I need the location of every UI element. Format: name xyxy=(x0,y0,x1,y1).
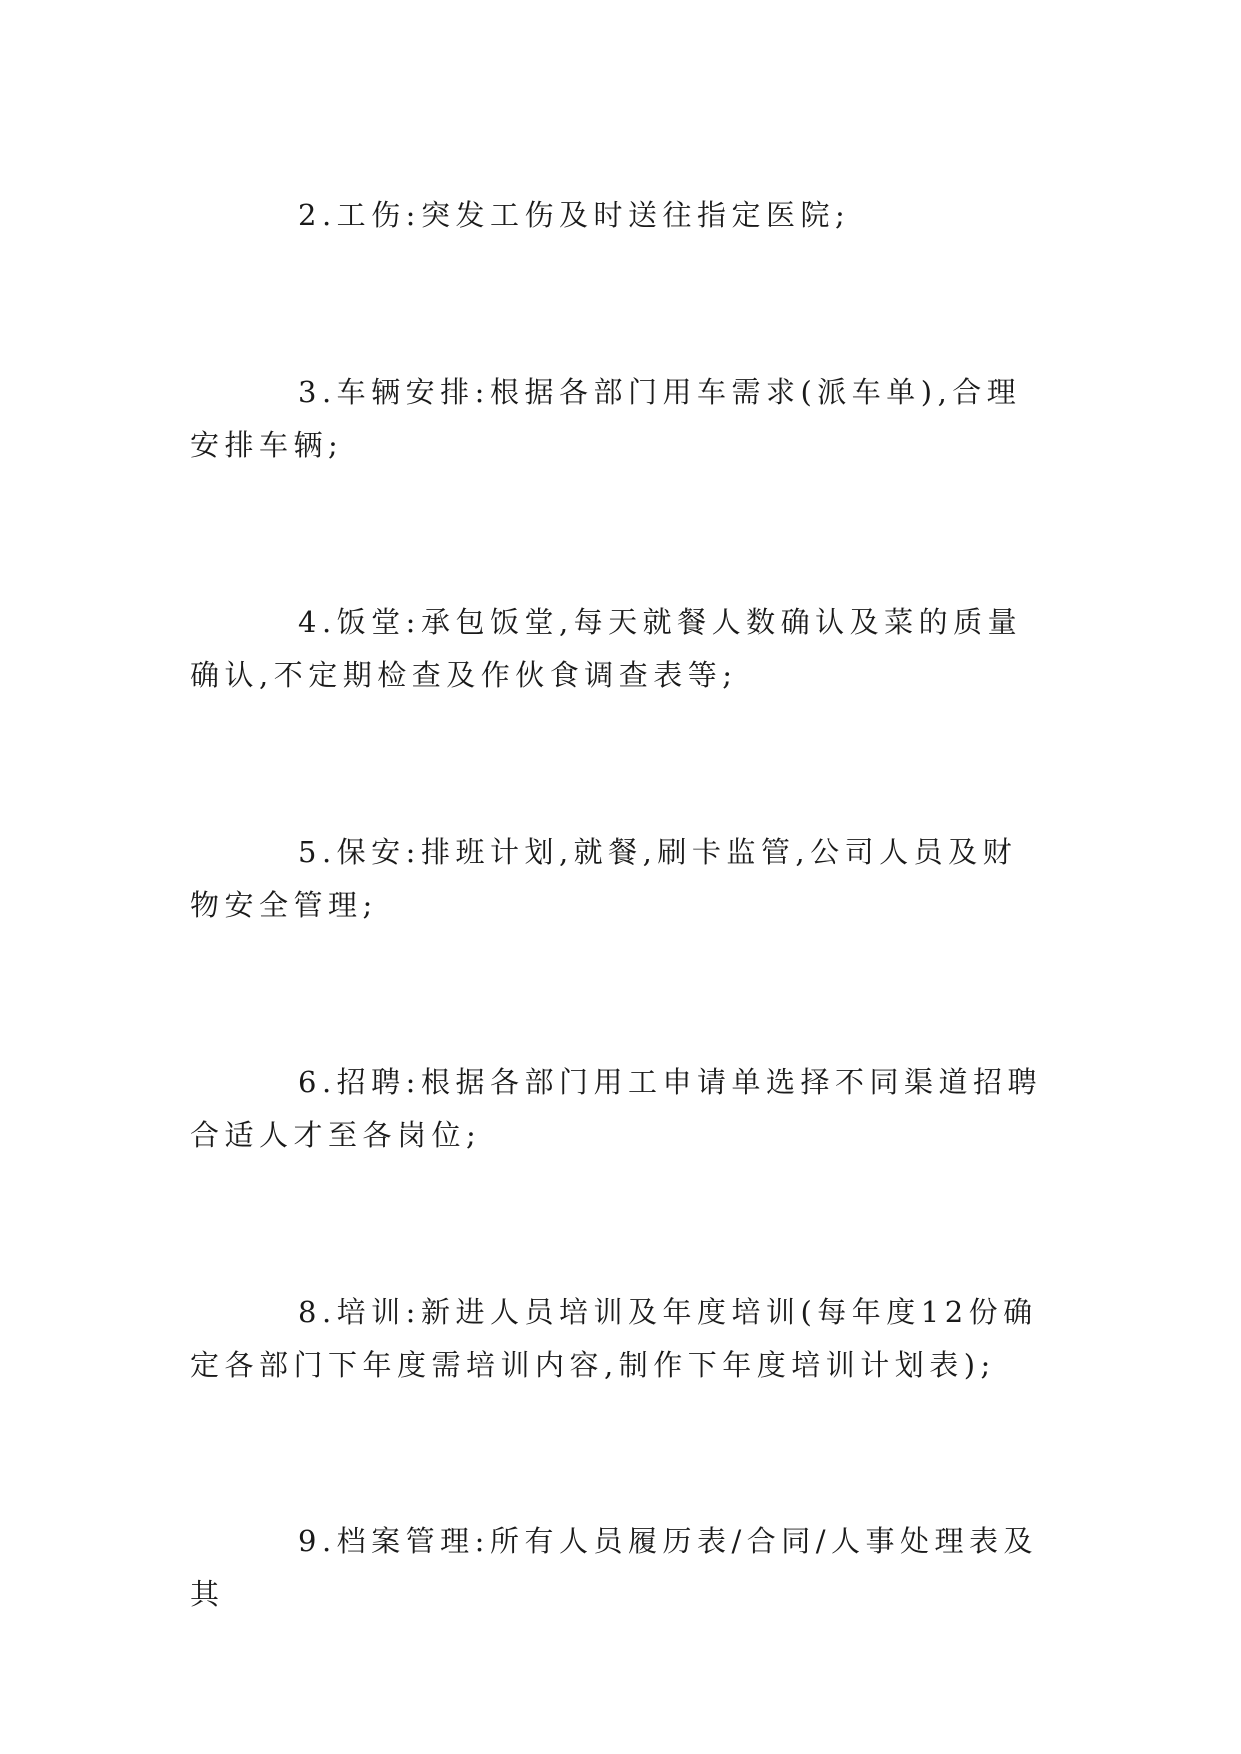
paragraph-vehicle-arrangement: 3.车辆安排:根据各部门用车需求(派车单),合理安排车辆; xyxy=(190,375,1022,462)
paragraph-recruitment: 6.招聘:根据各部门用工申请单选择不同渠道招聘合适人才至各岗位; xyxy=(190,1065,1042,1152)
paragraph-archive-management: 9.档案管理:所有人员履历表/合同/人事处理表及其 xyxy=(190,1524,1038,1611)
paragraph-training: 8.培训:新进人员培训及年度培训(每年度12份确定各部门下年度需培训内容,制作下年度培训计划表); xyxy=(190,1295,1038,1382)
paragraph-canteen: 4.饭堂:承包饭堂,每天就餐人数确认及菜的质量确认,不定期检查及作伙食调查表等; xyxy=(190,605,1023,692)
paragraph-work-injury: 2.工伤:突发工伤及时送往指定医院; xyxy=(298,198,851,232)
paragraph-security: 5.保安:排班计划,就餐,刷卡监管,公司人员及财物安全管理; xyxy=(190,835,1018,922)
